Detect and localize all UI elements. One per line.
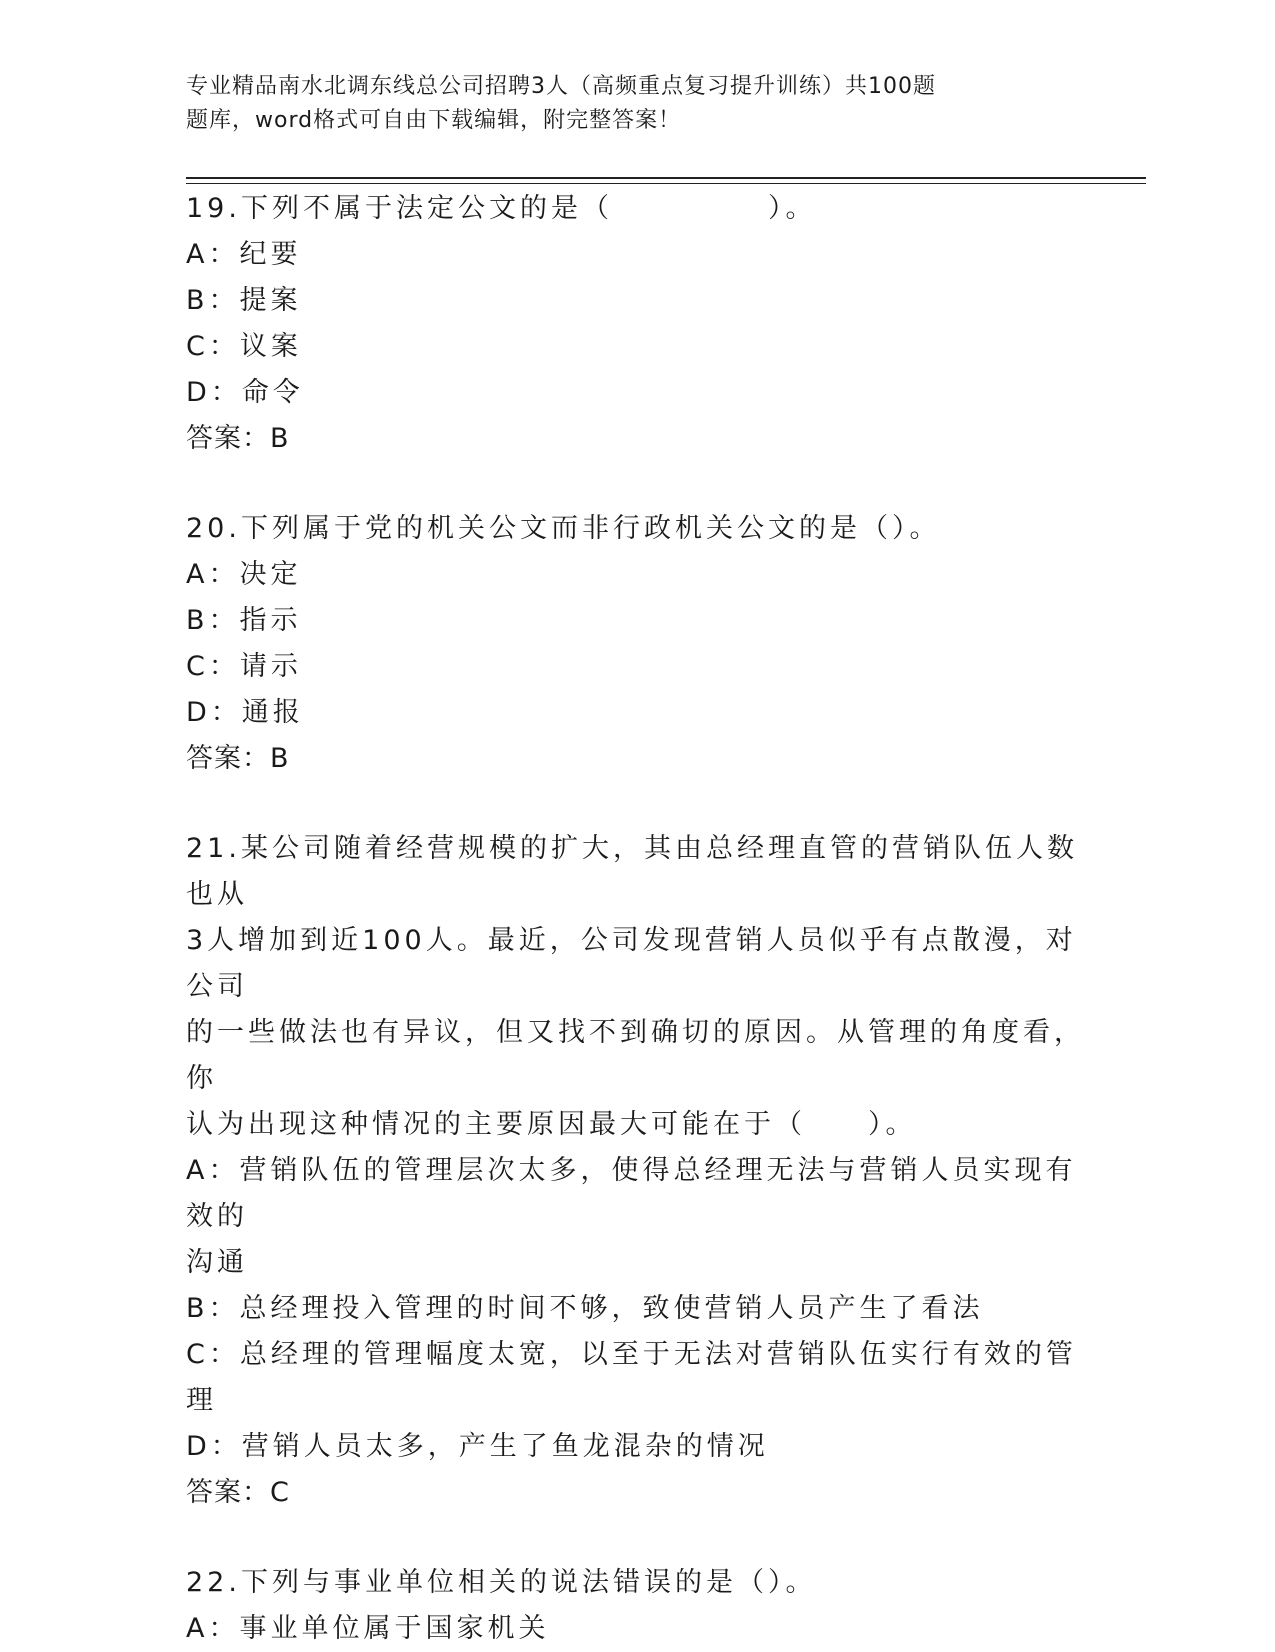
question-text: 20.下列属于党的机关公文而非行政机关公文的是（）。 xyxy=(186,513,941,544)
option-c: C：请示 xyxy=(186,651,302,682)
document-header xyxy=(186,70,1026,138)
question-list xyxy=(186,186,1086,1652)
question-text-line-3: 的一些做法也有异议，但又找不到确切的原因。从管理的角度看，你 xyxy=(186,1017,1085,1094)
question-21 xyxy=(186,826,1086,1516)
spacer xyxy=(186,1516,1086,1560)
question-text-line-4: 认为出现这种情况的主要原因最大可能在于（ ）。 xyxy=(186,1109,917,1140)
option-c: C：总经理的管理幅度太宽，以至于无法对营销队伍实行有效的管理 xyxy=(186,1339,1077,1416)
spacer xyxy=(186,782,1086,826)
option-b: B：提案 xyxy=(186,285,302,316)
question-text-line-1: 21.某公司随着经营规模的扩大，其由总经理直管的营销队伍人数也从 xyxy=(186,833,1078,910)
answer: 答案：C xyxy=(186,1477,290,1508)
header-divider-thin xyxy=(186,183,1146,184)
question-22 xyxy=(186,1560,1086,1652)
option-b: B：总经理投入管理的时间不够，致使营销人员产生了看法 xyxy=(186,1293,984,1324)
question-19 xyxy=(186,186,1086,462)
option-d: D：通报 xyxy=(186,697,304,728)
question-text: 19.下列不属于法定公文的是（ ）。 xyxy=(186,193,817,224)
option-d: D：命令 xyxy=(186,377,304,408)
question-20 xyxy=(186,506,1086,782)
answer: 答案：B xyxy=(186,743,290,774)
option-d: D：营销人员太多，产生了鱼龙混杂的情况 xyxy=(186,1431,769,1462)
header-line-2: 题库，word格式可自由下载编辑，附完整答案！ xyxy=(186,108,682,133)
option-c: C：议案 xyxy=(186,331,302,362)
option-a: A：事业单位属于国家机关 xyxy=(186,1613,550,1644)
header-line-1: 专业精品南水北调东线总公司招聘3人（高频重点复习提升训练）共100题 xyxy=(186,74,936,99)
option-b: B：指示 xyxy=(186,605,302,636)
spacer xyxy=(186,462,1086,506)
question-text-line-2: 3人增加到近100人。最近，公司发现营销人员似乎有点散漫，对公司 xyxy=(186,925,1077,1002)
option-a: A：纪要 xyxy=(186,239,302,270)
answer: 答案：B xyxy=(186,423,290,454)
option-a: A：营销队伍的管理层次太多，使得总经理无法与营销人员实现有效的 xyxy=(186,1155,1077,1232)
header-divider-thick xyxy=(186,177,1146,179)
option-a-continued: 沟通 xyxy=(186,1247,248,1278)
option-a: A：决定 xyxy=(186,559,302,590)
question-text: 22.下列与事业单位相关的说法错误的是（）。 xyxy=(186,1567,817,1598)
